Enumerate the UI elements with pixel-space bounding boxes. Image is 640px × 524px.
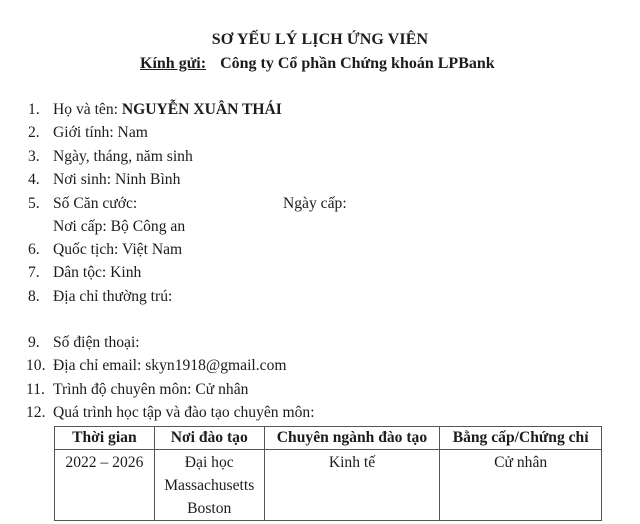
header-period: Thời gian	[55, 427, 155, 450]
item-number: 11.	[26, 381, 45, 398]
full-name-value: NGUYỄN XUÂN THÁI	[121, 101, 282, 118]
item-number: 5.	[28, 195, 40, 212]
institution-line: Massachusetts	[164, 477, 255, 494]
table-row	[55, 450, 602, 521]
item-number: 8.	[28, 288, 40, 305]
item-label: Quốc tịch: Việt Nam	[53, 241, 183, 258]
item-number: 9.	[28, 334, 40, 351]
education-table	[54, 426, 602, 521]
item-id-card	[0, 193, 640, 215]
document-title: SƠ YẾU LÝ LỊCH ỨNG VIÊN	[211, 31, 429, 48]
item-number: 12.	[26, 404, 46, 421]
item-label: Địa chỉ thường trú:	[53, 288, 173, 305]
item-label: Họ và tên:	[53, 101, 122, 118]
item-number: 6.	[28, 241, 40, 258]
item-label: Quá trình học tập và đào tạo chuyên môn:	[53, 404, 315, 421]
item-label: Nơi sinh: Ninh Bình	[53, 171, 181, 188]
item-number: 2.	[28, 124, 40, 141]
item-label: Địa chỉ email: skyn1918@gmail.com	[53, 357, 287, 374]
item-label: Giới tính: Nam	[53, 124, 148, 141]
table-header-row	[55, 427, 602, 450]
addressee-line	[140, 55, 495, 73]
item-number: 4.	[28, 171, 40, 188]
issue-date-label: Ngày cấp:	[283, 195, 347, 212]
header-institution: Nơi đào tạo	[154, 427, 264, 450]
item-number: 7.	[28, 264, 40, 281]
header-degree: Bằng cấp/Chứng chỉ	[440, 427, 602, 450]
addressee-label: Kính gửi:	[140, 55, 207, 72]
institution-line: Đại học	[184, 454, 234, 471]
item-label: Số Căn cước:	[53, 195, 138, 212]
addressee-company: Công ty Cổ phần Chứng khoán LPBank	[220, 55, 495, 72]
item-label: Ngày, tháng, năm sinh	[53, 148, 193, 165]
item-text	[53, 99, 282, 121]
item-number: 3.	[28, 148, 40, 165]
institution-line: Boston	[187, 500, 232, 517]
item-number: 1.	[28, 101, 40, 118]
cell-major: Kinh tế	[264, 450, 440, 521]
item-number: 10.	[26, 357, 46, 374]
item-label: Nơi cấp: Bộ Công an	[53, 218, 186, 235]
header-major: Chuyên ngành đào tạo	[264, 427, 440, 450]
item-label: Số điện thoại:	[53, 334, 140, 351]
cell-period: 2022 – 2026	[55, 450, 155, 521]
item-label: Dân tộc: Kinh	[53, 264, 142, 281]
item-label: Trình độ chuyên môn: Cử nhân	[53, 381, 249, 398]
cell-institution	[154, 450, 264, 521]
cell-degree: Cử nhân	[440, 450, 602, 521]
